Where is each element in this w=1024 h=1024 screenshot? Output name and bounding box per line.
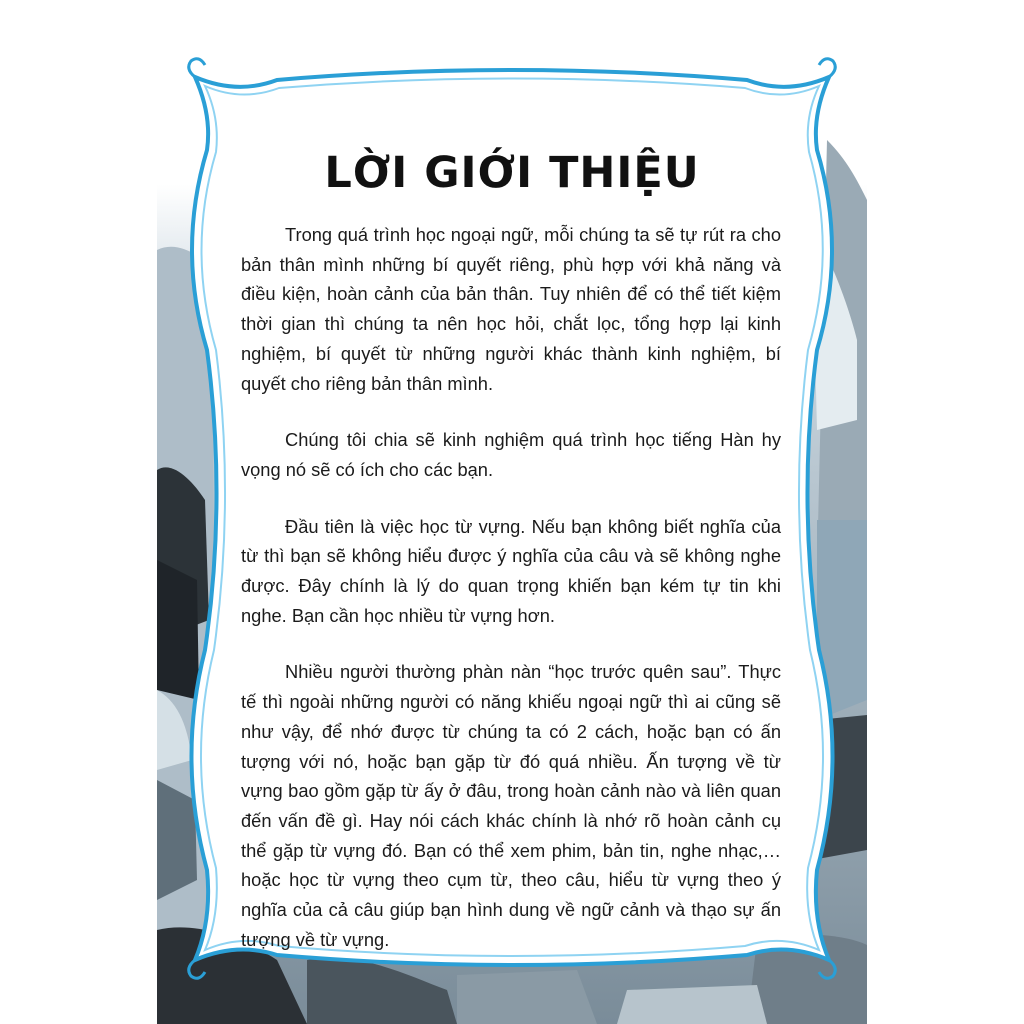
paragraph: Trong quá trình học ngoại ngữ, mỗi chúng ta sẽ tự rút ra cho bản thân mình những bí quyết riêng, phù hợp với khả năng và điều kiện, hoàn cảnh của bản thân. Tuy nhiên để có thể tiết kiệm thời gian thì chúng ta nên học hỏi, chắt lọc, tổng hợp lại kinh nghiệm, bí quyết từ những người khác thành kinh nghiệm, bí quyết cho riêng bản thân mình. xyxy=(241,224,781,394)
book-page xyxy=(157,0,867,1024)
body-text xyxy=(241,220,781,981)
paragraph: Đầu tiên là việc học từ vựng. Nếu bạn không biết nghĩa của từ thì bạn sẽ không hiểu được ý nghĩa của câu và sẽ không nghe được. Đây chính là lý do quan trọng khiến bạn kém tự tin khi nghe. Bạn cần học nhiều từ vựng hơn. xyxy=(241,515,781,626)
page-title: LỜI GIỚI THIỆU xyxy=(324,148,700,198)
paragraph: Nhiều người thường phàn nàn “học trước quên sau”. Thực tế thì ngoài những người có năng khiếu ngoại ngữ thì ai cũng sẽ như vậy, để nhớ được từ chúng ta có 2 cách, hoặc bạn có ấn tượng với nó, hoặc bạn gặp từ đó quá nhiều. Ấn tượng về từ vựng bao gồm gặp từ ấy ở đâu, trong hoàn cảnh nào và liên quan đến vấn đề gì. Hay nói cách khác chính là nhớ rõ hoàn cảnh cụ thể gặp từ vựng đó. Bạn có thể xem phim, bản tin, nghe nhạc,…hoặc học từ vựng theo cụm từ, theo câu, hiểu từ vựng theo ý nghĩa của cả câu giúp bạn hình dung về ngữ cảnh và thạo sự ấn tượng về từ vựng. xyxy=(241,661,781,950)
paragraph: Chúng tôi chia sẽ kinh nghiệm quá trình học tiếng Hàn hy vọng nó sẽ có ích cho các bạn. xyxy=(241,429,781,480)
